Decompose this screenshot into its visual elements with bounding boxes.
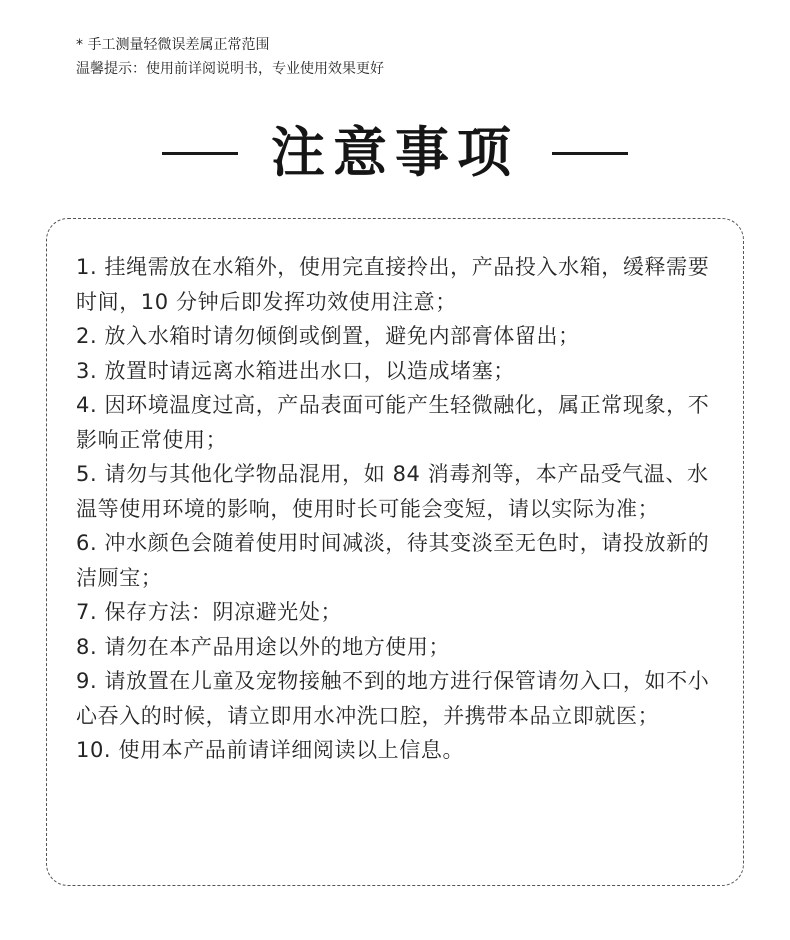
- title-divider-right: [552, 152, 628, 155]
- list-item: 8. 请勿在本产品用途以外的地方使用；: [76, 634, 451, 659]
- list-item: 1. 挂绳需放在水箱外，使用完直接拎出，产品投入水箱，缓释需要时间，10 分钟后即发挥功效使用注意；: [76, 255, 710, 314]
- list-item: 5. 请勿与其他化学物品混用，如 84 消毒剂等，本产品受气温、水温等使用环境的影响，使用时长可能会变短，请以实际为准；: [76, 462, 709, 521]
- precautions-list: [76, 250, 726, 768]
- list-item: 6. 冲水颜色会随着使用时间减淡，待其变淡至无色时，请投放新的洁厕宝；: [76, 531, 710, 590]
- list-item: 3. 放置时请远离水箱进出水口，以造成堵塞；: [76, 358, 515, 383]
- list-item: 4. 因环境温度过高，产品表面可能产生轻微融化，属正常现象，不影响正常使用；: [76, 393, 710, 452]
- usage-tip: 温馨提示：使用前详阅说明书，专业使用效果更好: [76, 61, 384, 77]
- page-title: 注意事项: [271, 121, 519, 184]
- list-item: 10. 使用本产品前请详细阅读以上信息。: [76, 738, 465, 762]
- list-item: 9. 请放置在儿童及宠物接触不到的地方进行保管请勿入口，如不小心吞入的时候，请立即用水冲洗口腔，并携带本品立即就医；: [76, 669, 710, 728]
- list-item: 2. 放入水箱时请勿倾倒或倒置，避免内部膏体留出；: [76, 324, 580, 348]
- measurement-note: * 手工测量轻微误差属正常范围: [76, 37, 270, 53]
- title-row: [0, 115, 790, 191]
- list-item: 7. 保存方法：阴凉避光处；: [76, 600, 343, 624]
- title-divider-left: [162, 152, 238, 155]
